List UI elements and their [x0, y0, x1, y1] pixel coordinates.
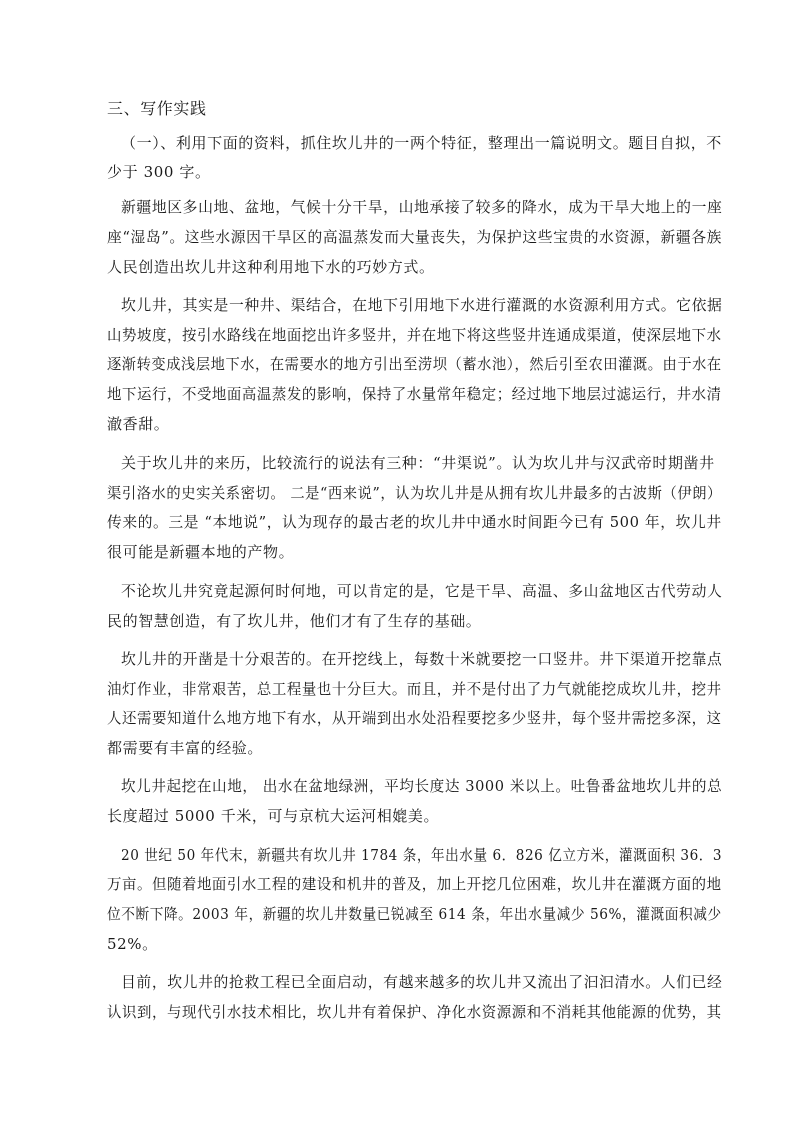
paragraph-line: 20 世纪 50 年代末，新疆共有坎儿井 1784 条，年出水量 6．826 亿立方米，灌溉面积 36．3	[121, 846, 723, 864]
paragraph-line: 地下运行，不受地面高温蒸发的影响，保持了水量常年稳定；经过地下地层过滤运行，井水清	[107, 385, 722, 403]
task-line: （一）、利用下面的资料，抓住坎儿井的一两个特征，整理出一篇说明文。题目自拟，不	[121, 134, 722, 152]
paragraph-line: 传来的。三是 “本地说”，认为现存的最古老的坎儿井中通水时间距今已有 500 年，坎儿井	[107, 513, 722, 531]
paragraph-line: 长度超过 5000 千米，可与京杭大运河相媲美。	[107, 807, 440, 825]
paragraph-line: 坎儿井，其实是一种井、渠结合，在地下引用地下水进行灌溉的水资源利用方式。它依据	[121, 296, 723, 314]
paragraph-line: 目前，坎儿井的抢救工程已全面启动，有越来越多的坎儿井又流出了汩汩清水。人们已经	[121, 973, 723, 991]
paragraph-line: 座“湿岛”。这些水源因干旱区的高温蒸发而大量丧失，为保护这些宝贵的水资源，新疆各族	[107, 228, 722, 246]
paragraph-line: 人民创造出坎儿井这种利用地下水的巧妙方式。	[107, 258, 435, 276]
paragraph-line: 渠引洛水的史实关系密切。 二是“西来说”，认为坎儿井是从拥有坎儿井最多的古波斯（伊朗）	[107, 484, 722, 502]
paragraph-line: 澈香甜。	[107, 415, 170, 433]
paragraph-line: 新疆地区多山地、盆地，气候十分干旱，山地承接了较多的降水，成为干旱大地上的一座	[121, 198, 723, 216]
paragraph-line: 52%。	[107, 935, 158, 953]
paragraph-line: 油灯作业，非常艰苦，总工程量也十分巨大。而且，并不是付出了力气就能挖成坎儿井，挖井	[107, 680, 722, 698]
paragraph-line: 关于坎儿井的来历，比较流行的说法有三种：“井渠说”。认为坎儿井与汉武帝时期凿井	[121, 454, 715, 472]
paragraph-line: 坎儿井起挖在山地， 出水在盆地绿洲，平均长度达 3000 米以上。吐鲁番盆地坎儿井的总	[121, 777, 723, 795]
paragraph-line: 逐渐转变成浅层地下水，在需要水的地方引出至涝坝（蓄水池），然后引至农田灌溉。由于水在	[107, 355, 722, 373]
paragraph-line: 人还需要知道什么地方地下有水，从开端到出水处沿程要挖多少竖井，每个竖井需挖多深，这	[107, 709, 722, 727]
paragraph-line: 山势坡度，按引水路线在地面挖出许多竖井，并在地下将这些竖井连通成渠道，使深层地下水	[107, 326, 722, 344]
paragraph-line: 位不断下降。2003 年，新疆的坎儿井数量已锐减至 614 条，年出水量减少 56%，灌溉面积减少	[107, 905, 722, 923]
paragraph-line: 很可能是新疆本地的产物。	[107, 543, 295, 561]
paragraph-line: 万亩。但随着地面引水工程的建设和机井的普及，加上开挖几位困难，坎儿井在灌溉方面的地	[107, 875, 722, 893]
paragraph-line: 都需要有丰富的经验。	[107, 739, 264, 757]
paragraph-line: 民的智慧创造，有了坎儿井，他们才有了生存的基础。	[107, 612, 482, 630]
paragraph-line: 坎儿井的开凿是十分艰苦的。在开挖线上，每数十米就要挖一口竖井。井下渠道开挖靠点	[121, 650, 723, 668]
section-heading: 三、写作实践	[107, 99, 207, 118]
paragraph-line: 不论坎儿井究竟起源何时何地，可以肯定的是，它是干旱、高温、多山盆地区古代劳动人	[121, 582, 723, 600]
paragraph-line: 认识到，与现代引水技术相比，坎儿井有着保护、净化水资源源和不消耗其他能源的优势，其	[107, 1003, 722, 1021]
task-line: 少于 300 字。	[107, 163, 211, 181]
